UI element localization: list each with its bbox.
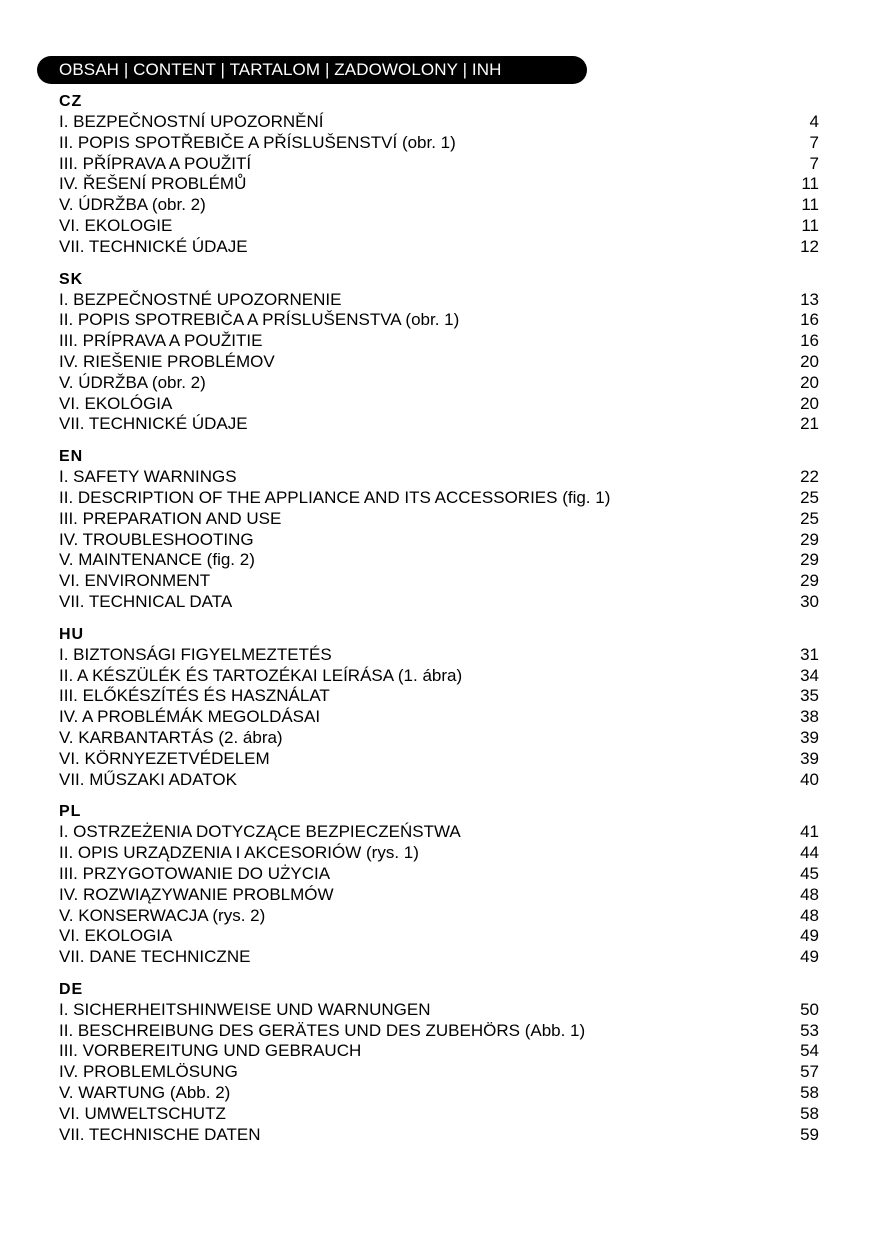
toc-entry [59, 592, 819, 613]
toc-entry-title: II. POPIS SPOTŘEBIČE A PŘÍSLUŠENSTVÍ (obr. 1) [59, 132, 456, 152]
toc-entry-page-number: 41 [800, 822, 819, 842]
toc-entry-page-number: 54 [800, 1041, 819, 1061]
toc-section-en [59, 447, 819, 613]
toc-entry-title: III. PRÍPRAVA A POUŽITIE [59, 331, 263, 351]
toc-section-sk [59, 270, 819, 436]
toc-entry-title: VII. TECHNICAL DATA [59, 591, 233, 611]
toc-entry [59, 770, 819, 791]
toc-entry-page-number: 21 [800, 414, 819, 434]
toc-entry [59, 1062, 819, 1083]
toc-entry [59, 290, 819, 311]
toc-entry-page-number: 22 [800, 467, 819, 487]
toc-entry-title: VI. EKOLOGIA [59, 926, 173, 946]
toc-entry-page-number: 25 [800, 508, 819, 528]
toc-entry-title: IV. RIEŠENIE PROBLÉMOV [59, 351, 275, 371]
toc-entry-title: I. BEZPEČNOSTNÍ UPOZORNĚNÍ [59, 112, 324, 131]
toc-entry-page-number: 39 [800, 748, 819, 768]
toc-entry-page-number: 25 [800, 487, 819, 507]
toc-entry [59, 707, 819, 728]
toc-entry [59, 1000, 819, 1021]
toc-entry-title: III. VORBEREITUNG UND GEBRAUCH [59, 1041, 362, 1061]
toc-entry-page-number: 58 [800, 1103, 819, 1123]
toc-entry-page-number: 45 [800, 863, 819, 883]
toc-entry [59, 394, 819, 415]
toc-entry [59, 686, 819, 707]
toc-entry-page-number: 53 [800, 1020, 819, 1040]
toc-entry [59, 1104, 819, 1125]
toc-entry-title: V. WARTUNG (Abb. 2) [59, 1083, 231, 1103]
toc-entry-title: IV. PROBLEMLÖSUNG [59, 1062, 238, 1082]
toc-entry-page-number: 31 [800, 644, 819, 664]
toc-section-pl [59, 802, 819, 968]
section-language-heading: HU [59, 625, 85, 643]
toc-entry [59, 550, 819, 571]
toc-entry-title: VI. EKOLÓGIA [59, 393, 173, 413]
toc-entry [59, 373, 819, 394]
toc-entry-title: IV. ROZWIĄZYWANIE PROBLMÓW [59, 884, 334, 904]
toc-entry-page-number: 49 [800, 926, 819, 946]
toc-entry-title: VI. EKOLOGIE [59, 215, 173, 235]
toc-entry [59, 174, 819, 195]
toc-entry-page-number: 48 [800, 884, 819, 904]
toc-entry [59, 885, 819, 906]
toc-entry-page-number: 30 [800, 591, 819, 611]
toc-entry [59, 864, 819, 885]
toc-entry-page-number: 39 [800, 727, 819, 747]
toc-entry-title: VII. DANE TECHNICZNE [59, 947, 251, 967]
toc-entry-page-number: 50 [800, 999, 819, 1019]
toc-entry-title: II. POPIS SPOTREBIČA A PRÍSLUŠENSTVA (obr. 1) [59, 310, 460, 330]
toc-entry-title: IV. ŘEŠENÍ PROBLÉMŮ [59, 174, 247, 194]
toc-entry-title: VI. KÖRNYEZETVÉDELEM [59, 748, 270, 768]
toc-entry-page-number: 4 [809, 112, 819, 131]
toc-entry-title: V. KONSERWACJA (rys. 2) [59, 905, 266, 925]
toc-entry-page-number: 11 [801, 174, 819, 194]
toc-entry-title: V. ÚDRŽBA (obr. 2) [59, 372, 206, 392]
toc-entry [59, 154, 819, 175]
toc-entry-title: III. ELŐKÉSZÍTÉS ÉS HASZNÁLAT [59, 686, 330, 706]
toc-section-cz [59, 92, 819, 258]
toc-entry-title: III. PŘÍPRAVA A POUŽITÍ [59, 153, 252, 173]
toc-entry-page-number: 11 [801, 195, 819, 215]
toc-entry-title: II. A KÉSZÜLÉK ÉS TARTOZÉKAI LEÍRÁSA (1. ábra) [59, 665, 463, 685]
toc-entry-title: II. DESCRIPTION OF THE APPLIANCE AND ITS ACCESSORIES (fig. 1) [59, 487, 611, 507]
toc-entry [59, 926, 819, 947]
toc-entry [59, 1083, 819, 1104]
toc-entry-title: V. KARBANTARTÁS (2. ábra) [59, 727, 283, 747]
toc-entry-page-number: 35 [800, 686, 819, 706]
toc-entry-page-number: 59 [800, 1124, 819, 1144]
toc-entry-title: IV. TROUBLESHOOTING [59, 529, 254, 549]
section-language-heading: CZ [59, 93, 83, 110]
toc-entry-page-number: 29 [800, 529, 819, 549]
toc-entry-page-number: 57 [800, 1062, 819, 1082]
toc-entry-page-number: 20 [800, 351, 819, 371]
section-language-heading: DE [59, 980, 84, 998]
section-language-heading: PL [59, 803, 82, 821]
toc-entry-title: II. OPIS URZĄDZENIA I AKCESORIÓW (rys. 1) [59, 843, 419, 863]
toc-entry-title: III. PREPARATION AND USE [59, 508, 282, 528]
toc-entry-title: I. OSTRZEŻENIA DOTYCZĄCE BEZPIECZEŃSTWA [59, 822, 461, 842]
toc-entry-page-number: 38 [800, 707, 819, 727]
toc-entry-page-number: 20 [800, 372, 819, 392]
toc-entry [59, 133, 819, 154]
toc-entry-page-number: 12 [800, 236, 819, 256]
toc-entry-title: VII. TECHNICKÉ ÚDAJE [59, 236, 248, 256]
toc-entry-page-number: 29 [800, 571, 819, 591]
toc-entry [59, 310, 819, 331]
toc-entry [59, 237, 819, 258]
section-language-heading: EN [59, 448, 84, 466]
toc-entry-page-number: 34 [800, 665, 819, 685]
toc-entry-title: I. SAFETY WARNINGS [59, 467, 237, 487]
toc-entry-title: I. BIZTONSÁGI FIGYELMEZTETÉS [59, 644, 332, 664]
toc-entry [59, 749, 819, 770]
toc-entry-title: VII. TECHNISCHE DATEN [59, 1124, 261, 1144]
toc-entry-title: VI. UMWELTSCHUTZ [59, 1103, 226, 1123]
toc-entry [59, 352, 819, 373]
toc-entry-title: IV. A PROBLÉMÁK MEGOLDÁSAI [59, 707, 321, 727]
toc-entry [59, 467, 819, 488]
toc-section-de [59, 980, 819, 1146]
toc-entry [59, 906, 819, 927]
table-of-contents [59, 92, 819, 1157]
toc-entry-page-number: 16 [800, 331, 819, 351]
toc-entry [59, 822, 819, 843]
toc-entry-title: I. BEZPEČNOSTNÉ UPOZORNENIE [59, 289, 342, 309]
toc-entry-page-number: 20 [800, 393, 819, 413]
toc-entry [59, 112, 819, 133]
section-language-heading: SK [59, 270, 84, 288]
toc-entry-page-number: 11 [801, 215, 819, 235]
toc-entry-page-number: 40 [800, 769, 819, 789]
toc-entry [59, 728, 819, 749]
toc-entry [59, 947, 819, 968]
toc-entry [59, 488, 819, 509]
toc-entry-title: V. MAINTENANCE (fig. 2) [59, 550, 255, 570]
toc-entry [59, 509, 819, 530]
toc-entry [59, 331, 819, 352]
toc-entry-page-number: 13 [800, 289, 819, 309]
toc-entry-page-number: 48 [800, 905, 819, 925]
toc-entry-page-number: 7 [809, 153, 819, 173]
contents-banner: OBSAH | CONTENT | TARTALOM | ZADOWOLONY | INH [37, 56, 587, 84]
toc-entry-page-number: 58 [800, 1083, 819, 1103]
toc-entry [59, 645, 819, 666]
toc-entry [59, 1021, 819, 1042]
toc-entry [59, 843, 819, 864]
toc-entry-page-number: 49 [800, 947, 819, 967]
toc-entry-page-number: 44 [800, 843, 819, 863]
toc-entry [59, 1125, 819, 1146]
toc-entry-title: VI. ENVIRONMENT [59, 571, 211, 591]
toc-entry-title: II. BESCHREIBUNG DES GERÄTES UND DES ZUBEHÖRS (Abb. 1) [59, 1020, 586, 1040]
toc-entry-title: VII. MŰSZAKI ADATOK [59, 769, 237, 789]
toc-entry-page-number: 16 [800, 310, 819, 330]
toc-entry [59, 195, 819, 216]
toc-entry-page-number: 29 [800, 550, 819, 570]
toc-entry [59, 414, 819, 435]
toc-entry-title: V. ÚDRŽBA (obr. 2) [59, 195, 206, 215]
toc-entry-title: III. PRZYGOTOWANIE DO UŻYCIA [59, 863, 331, 883]
toc-entry-title: VII. TECHNICKÉ ÚDAJE [59, 414, 248, 434]
toc-entry [59, 571, 819, 592]
toc-section-hu [59, 625, 819, 791]
toc-entry [59, 216, 819, 237]
toc-entry [59, 666, 819, 687]
toc-entry-title: I. SICHERHEITSHINWEISE UND WARNUNGEN [59, 999, 431, 1019]
toc-entry [59, 1041, 819, 1062]
toc-entry-page-number: 7 [809, 132, 819, 152]
toc-entry [59, 530, 819, 551]
